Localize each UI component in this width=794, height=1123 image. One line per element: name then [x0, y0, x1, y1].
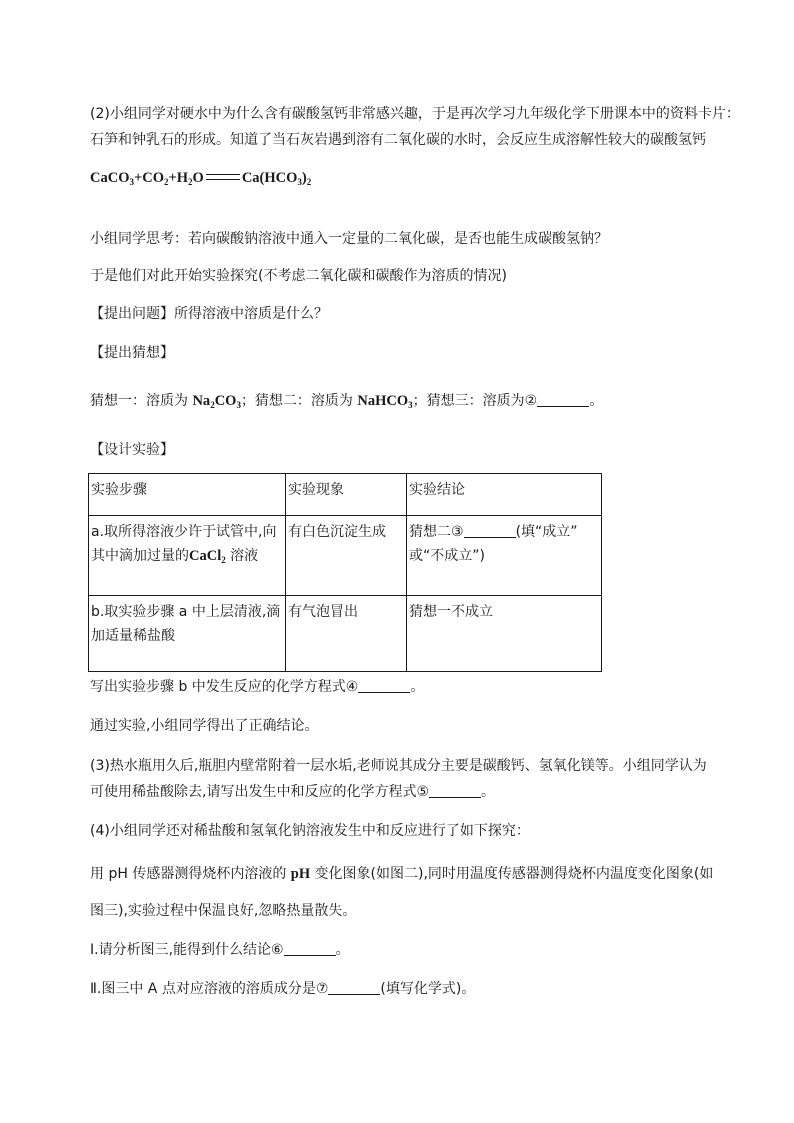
- write-equation-line: 写出实验步骤 b 中发生反应的化学方程式④ 。: [90, 679, 425, 695]
- table-cell: 有气泡冒出: [286, 596, 407, 672]
- hypothesis-line: 猜想一：溶质为 $Na_2CO_3$；猜想二：溶质为 NaHCO$_3$；猜想三：溶质为② 。: [90, 393, 604, 410]
- table-cell: a.取所得溶液少许于试管中,向 其中滴加过量的CaCl$_2$ 溶液: [89, 516, 286, 596]
- table-cell: 有白色沉淀生成: [286, 516, 407, 596]
- table-row: [89, 516, 602, 596]
- answer-blank-4[interactable]: [358, 678, 410, 693]
- answer-blank-2[interactable]: [537, 392, 589, 407]
- para3-line2: 可使用稀盐酸除去,请写出发生中和反应的化学方程式⑤ 。: [90, 784, 495, 800]
- table-cell: b.取实验步骤 a 中上层清液,滴 加适量稀盐酸: [89, 596, 286, 672]
- para3-line1: (3)热水瓶用久后,瓶胆内壁常附着一层水垢,老师说其成分主要是碳酸钙、氢氧化镁等。小组同学认为: [90, 758, 707, 774]
- answer-blank-7[interactable]: [328, 980, 380, 995]
- equals-sign: [206, 174, 240, 180]
- para2-line2: 石笋和钟乳石的形成。知道了当石灰岩遇到溶有二氧化碳的水时，会反应生成溶解性较大的碳酸氢钙: [90, 132, 706, 148]
- explore-line: 于是他们对此开始实验探究(不考虑二氧化碳和碳酸作为溶质的情况): [90, 268, 507, 284]
- conclusion-line: 通过实验,小组同学得出了正确结论。: [90, 718, 319, 734]
- para5-line1: 用 pH 传感器测得烧杯内溶液的 pH 变化图象(如图二),同时用温度传感器测得烧杯内温度变化图象(如: [90, 866, 714, 882]
- answer-blank-5[interactable]: [429, 783, 481, 798]
- table-row: [89, 596, 602, 672]
- design-heading: 【设计实验】: [90, 442, 174, 458]
- experiment-table: [88, 473, 602, 672]
- think-line: 小组同学思考：若向碳酸钠溶液中通入一定量的二氧化碳，是否也能生成碳酸氢钠？: [90, 231, 608, 247]
- table-header: 实验现象: [286, 474, 407, 516]
- hypothesis-heading: 【提出猜想】: [90, 345, 174, 361]
- question-heading: 【提出问题】所得溶液中溶质是什么？: [90, 306, 328, 322]
- chemical-equation: $CaCO_3+CO_2+H_2O$ $Ca(HCO_3)_2$: [90, 170, 312, 187]
- table-header: 实验结论: [407, 474, 602, 516]
- table-cell: 猜想一不成立: [407, 596, 602, 672]
- table-header-row: [89, 474, 602, 516]
- para5-line2: 图三),实验过程中保温良好,忽略热量散失。: [90, 903, 357, 919]
- answer-blank-3[interactable]: [464, 523, 516, 538]
- para4-line: (4)小组同学还对稀盐酸和氢氧化钠溶液发生中和反应进行了如下探究：: [90, 823, 530, 839]
- question-1-line: Ⅰ.请分析图三,能得到什么结论⑥ 。: [90, 942, 350, 958]
- table-cell: 猜想二③ (填“成立” 或“不成立”): [407, 516, 602, 596]
- para2-line1: (2)小组同学对硬水中为什么含有碳酸氢钙非常感兴趣，于是再次学习九年级化学下册课本中的资料卡片：: [90, 106, 740, 122]
- question-2-line: Ⅱ.图三中 A 点对应溶液的溶质成分是⑦ (填写化学式)。: [90, 981, 476, 997]
- answer-blank-6[interactable]: [284, 941, 336, 956]
- table-header: 实验步骤: [89, 474, 286, 516]
